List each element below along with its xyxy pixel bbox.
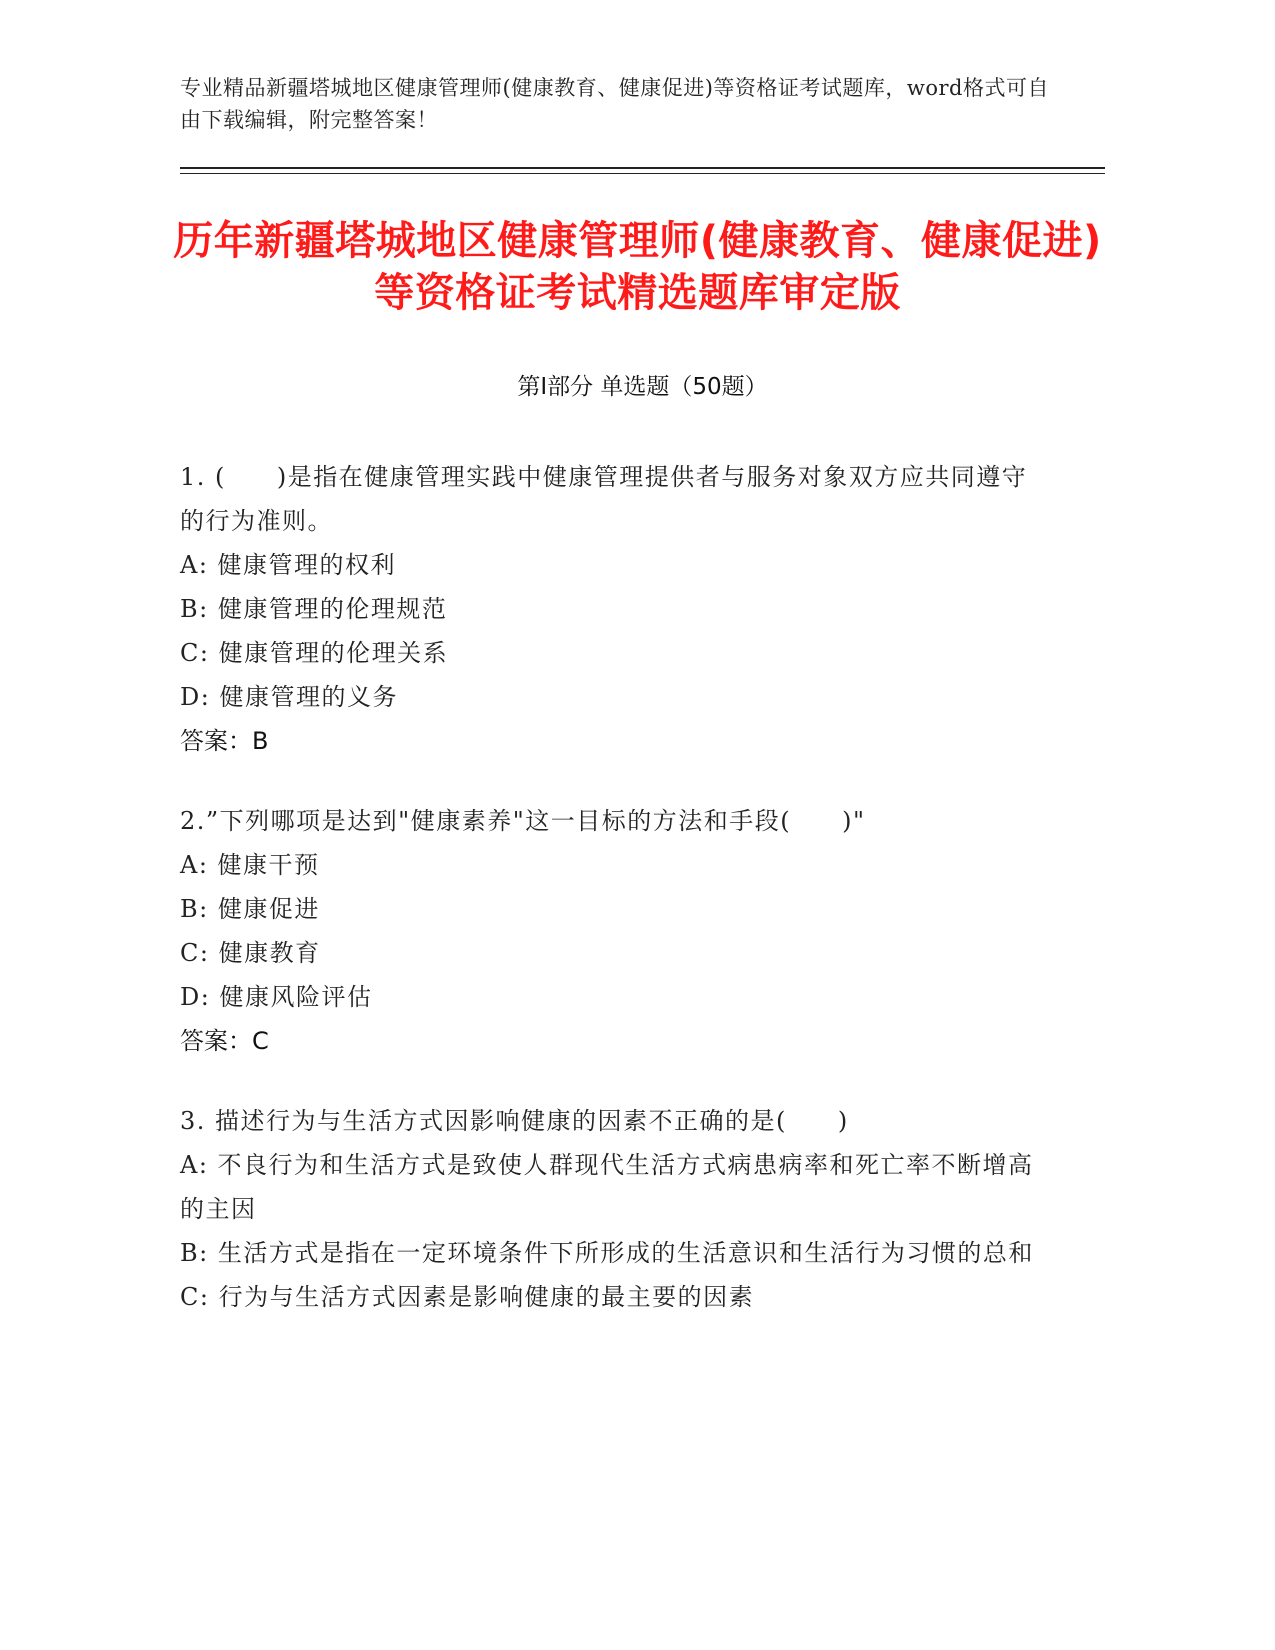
option-a: A: 健康管理的权利 <box>180 551 397 579</box>
question-stem: 3. 描述行为与生活方式因影响健康的因素不正确的是( ) <box>180 1107 849 1135</box>
option-a: A: 健康干预 <box>180 851 320 879</box>
question-2 <box>180 799 1040 1063</box>
option-c: C: 健康管理的伦理关系 <box>180 639 449 667</box>
option-c: C: 行为与生活方式因素是影响健康的最主要的因素 <box>180 1283 755 1311</box>
option-b: B: 生活方式是指在一定环境条件下所形成的生活意识和生活行为习惯的总和 <box>180 1239 1034 1267</box>
header-divider-thin <box>180 173 1105 174</box>
option-d: D: 健康管理的义务 <box>180 683 398 711</box>
option-a: A: 不良行为和生活方式是致使人群现代生活方式病患病率和死亡率不断增高的主因 <box>180 1151 1034 1223</box>
question-3 <box>180 1099 1040 1319</box>
answer-line: 答案：C <box>180 1027 269 1055</box>
option-c: C: 健康教育 <box>180 939 321 967</box>
question-1 <box>180 455 1040 763</box>
question-stem: 2.”下列哪项是达到"健康素养"这一目标的方法和手段( )" <box>180 807 866 835</box>
answer-line: 答案：B <box>180 727 269 755</box>
header-divider-thick <box>180 167 1105 169</box>
option-b: B: 健康管理的伦理规范 <box>180 595 448 623</box>
section-title: 第Ⅰ部分 单选题（50题） <box>517 374 768 400</box>
header-note: 专业精品新疆塔城地区健康管理师(健康教育、健康促进)等资格证考试题库，word格式可自由下载编辑，附完整答案！ <box>180 76 1049 132</box>
question-list <box>180 455 1040 1355</box>
option-d: D: 健康风险评估 <box>180 983 373 1011</box>
question-stem: 1. ( )是指在健康管理实践中健康管理提供者与服务对象双方应共同遵守的行为准则。 <box>180 463 1028 535</box>
option-b: B: 健康促进 <box>180 895 320 923</box>
document-title: 历年新疆塔城地区健康管理师(健康教育、健康促进)等资格证考试精选题库审定版 <box>173 218 1102 316</box>
